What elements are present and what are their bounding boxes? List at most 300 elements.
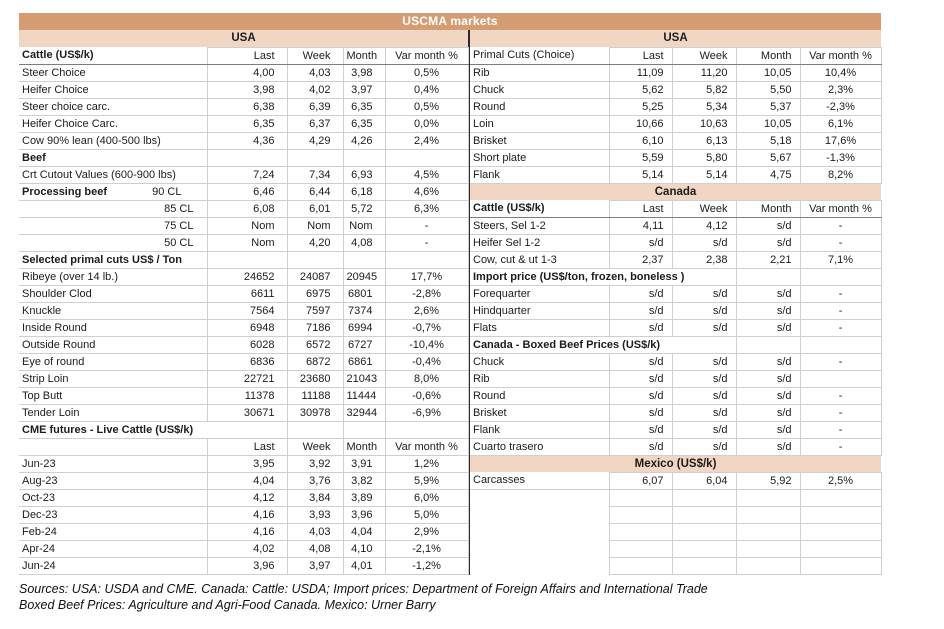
value-cell: -	[800, 285, 881, 302]
value-cell: s/d	[736, 370, 800, 387]
row-label-cell: Hindquarter	[470, 302, 609, 319]
value-cell: 6,46	[207, 183, 287, 200]
row-label-cell: Chuck	[470, 81, 609, 98]
empty-label-cell	[470, 557, 609, 574]
table-row	[470, 336, 881, 353]
value-cell: 2,21	[736, 251, 800, 268]
row-label-cell: Carcasses	[470, 472, 609, 489]
table-row	[19, 404, 468, 421]
empty-cell	[800, 489, 881, 506]
row-label-cell	[19, 183, 207, 200]
row-label-cell: Crt Cutout Values (600-900 lbs)	[19, 166, 207, 183]
row-label-cell: Feb-24	[19, 523, 207, 540]
region-band-row	[470, 455, 881, 472]
value-cell: 6948	[207, 319, 287, 336]
row-label-cell: Cow 90% lean (400-500 lbs)	[19, 132, 207, 149]
value-cell: 5,92	[736, 472, 800, 489]
value-cell: 5,82	[672, 81, 736, 98]
value-cell: 6994	[343, 319, 385, 336]
value-cell: 4,02	[287, 81, 343, 98]
value-cell: 2,38	[672, 251, 736, 268]
value-cell: 17,6%	[800, 132, 881, 149]
table-row	[470, 217, 881, 234]
table-row	[470, 64, 881, 81]
table-row	[470, 285, 881, 302]
value-cell: 3,84	[287, 489, 343, 506]
row-label-cell: Heifer Sel 1-2	[470, 234, 609, 251]
value-cell: s/d	[609, 387, 672, 404]
row-label-cell: Cow, cut & ut 1-3	[470, 251, 609, 268]
value-cell: s/d	[609, 370, 672, 387]
table-row	[19, 132, 468, 149]
value-cell: -	[800, 319, 881, 336]
empty-cell	[609, 489, 672, 506]
column-header: Week	[672, 200, 736, 217]
value-cell: 6,35	[343, 98, 385, 115]
value-cell: -	[800, 302, 881, 319]
value-cell: 2,9%	[385, 523, 468, 540]
table-row	[470, 370, 881, 387]
right-table-body	[470, 30, 881, 574]
value-cell: 4,16	[207, 523, 287, 540]
row-label-cell: Aug-23	[19, 472, 207, 489]
row-label-cell: Round	[470, 98, 609, 115]
row-label-cell: Brisket	[470, 132, 609, 149]
value-cell: 3,97	[343, 81, 385, 98]
value-cell: 5,25	[609, 98, 672, 115]
table-row	[470, 302, 881, 319]
value-cell: 6,04	[672, 472, 736, 489]
table-row	[19, 64, 468, 81]
empty-cell	[385, 421, 468, 438]
table-row	[19, 523, 468, 540]
value-cell: 2,3%	[800, 81, 881, 98]
value-cell: s/d	[736, 302, 800, 319]
column-header: Month	[343, 47, 385, 64]
empty-cell	[343, 421, 385, 438]
table-row	[470, 489, 881, 506]
value-cell: 4,08	[287, 540, 343, 557]
table-row	[19, 285, 468, 302]
value-cell: 6,10	[609, 132, 672, 149]
row-label-cell: Steer Choice	[19, 64, 207, 81]
empty-cell	[287, 149, 343, 166]
value-cell: 24652	[207, 268, 287, 285]
table-row	[470, 268, 881, 285]
row-label-cell: Outside Round	[19, 336, 207, 353]
table-row	[19, 455, 468, 472]
empty-label-cell	[470, 540, 609, 557]
left-table-body	[19, 30, 468, 574]
value-cell: 4,75	[736, 166, 800, 183]
value-cell: 4,6%	[385, 183, 468, 200]
value-cell: 6,38	[207, 98, 287, 115]
value-cell: 4,12	[672, 217, 736, 234]
value-cell: 3,82	[343, 472, 385, 489]
value-cell: 3,97	[287, 557, 343, 574]
row-label-cell: Dec-23	[19, 506, 207, 523]
row-label-cell: Short plate	[470, 149, 609, 166]
empty-cell	[800, 540, 881, 557]
table-row	[19, 115, 468, 132]
value-cell: Nom	[343, 217, 385, 234]
value-cell: 4,04	[343, 523, 385, 540]
value-cell: 6975	[287, 285, 343, 302]
value-cell: 7,24	[207, 166, 287, 183]
row-label-cell: Jun-23	[19, 455, 207, 472]
value-cell: 8,2%	[800, 166, 881, 183]
row-group-label: Primal Cuts (Choice)	[470, 47, 609, 64]
value-cell: s/d	[736, 234, 800, 251]
value-cell: s/d	[736, 387, 800, 404]
value-cell: 2,6%	[385, 302, 468, 319]
value-cell: 5,14	[609, 166, 672, 183]
value-cell: s/d	[736, 353, 800, 370]
region-header: Mexico (US$/k)	[470, 455, 881, 472]
value-cell: -2,8%	[385, 285, 468, 302]
table-row	[19, 387, 468, 404]
empty-cell	[207, 251, 287, 268]
value-cell: 3,96	[207, 557, 287, 574]
empty-cell	[385, 251, 468, 268]
value-cell: 6,35	[343, 115, 385, 132]
value-cell: 3,76	[287, 472, 343, 489]
row-label-cell: Shoulder Clod	[19, 285, 207, 302]
value-cell: 6,44	[287, 183, 343, 200]
empty-label-cell	[470, 523, 609, 540]
empty-cell	[800, 336, 881, 353]
empty-cell	[736, 506, 800, 523]
value-cell: 4,08	[343, 234, 385, 251]
value-cell: -6,9%	[385, 404, 468, 421]
column-header: Last	[207, 438, 287, 455]
value-cell: 3,93	[287, 506, 343, 523]
table-row	[19, 557, 468, 574]
value-cell: -	[800, 387, 881, 404]
value-cell: -10,4%	[385, 336, 468, 353]
empty-cell	[343, 149, 385, 166]
value-cell: 5,50	[736, 81, 800, 98]
value-cell: s/d	[609, 421, 672, 438]
value-cell: 0,4%	[385, 81, 468, 98]
row-label-cell: Inside Round	[19, 319, 207, 336]
empty-cell	[609, 540, 672, 557]
value-cell: 7564	[207, 302, 287, 319]
value-cell: 6028	[207, 336, 287, 353]
empty-cell	[736, 540, 800, 557]
value-cell: 6,0%	[385, 489, 468, 506]
table-row	[470, 506, 881, 523]
table-row	[470, 98, 881, 115]
empty-cell	[800, 523, 881, 540]
table-row	[470, 81, 881, 98]
empty-cell	[672, 540, 736, 557]
value-cell: 5,62	[609, 81, 672, 98]
empty-cell	[287, 421, 343, 438]
value-cell: -0,6%	[385, 387, 468, 404]
row-sublabel: 90 CL	[152, 185, 182, 198]
value-cell: 11444	[343, 387, 385, 404]
row-label-cell: Oct-23	[19, 489, 207, 506]
value-cell: 30671	[207, 404, 287, 421]
table-row	[470, 438, 881, 455]
section-label: CME futures - Live Cattle (US$/k)	[19, 421, 287, 438]
row-label-cell: Eye of round	[19, 353, 207, 370]
column-header: Week	[287, 438, 343, 455]
value-cell: 4,11	[609, 217, 672, 234]
value-cell: 0,5%	[385, 98, 468, 115]
row-group-label	[19, 438, 207, 455]
value-cell: s/d	[609, 302, 672, 319]
empty-cell	[736, 557, 800, 574]
value-cell: s/d	[672, 285, 736, 302]
table-row	[19, 506, 468, 523]
markets-table-right	[470, 30, 881, 575]
empty-label-cell	[470, 506, 609, 523]
table-row	[19, 217, 468, 234]
table-row	[19, 438, 468, 455]
value-cell: 5,9%	[385, 472, 468, 489]
column-header: Last	[609, 47, 672, 64]
value-cell: 5,18	[736, 132, 800, 149]
row-label-cell: Steer choice carc.	[19, 98, 207, 115]
table-row	[470, 234, 881, 251]
value-cell: 6,3%	[385, 200, 468, 217]
value-cell: 5,0%	[385, 506, 468, 523]
value-cell: -1,3%	[800, 149, 881, 166]
value-cell: 2,37	[609, 251, 672, 268]
empty-cell	[343, 251, 385, 268]
value-cell: -1,2%	[385, 557, 468, 574]
value-cell: s/d	[609, 319, 672, 336]
market-report-sheet	[19, 13, 881, 613]
value-cell: 6,37	[287, 115, 343, 132]
value-cell: 4,20	[287, 234, 343, 251]
row-label-cell: Heifer Choice	[19, 81, 207, 98]
value-cell: 0,5%	[385, 64, 468, 81]
row-label-cell: Jun-24	[19, 557, 207, 574]
value-cell: 5,37	[736, 98, 800, 115]
empty-cell	[672, 489, 736, 506]
value-cell: 3,91	[343, 455, 385, 472]
value-cell: 2,5%	[800, 472, 881, 489]
value-cell: s/d	[672, 421, 736, 438]
empty-cell	[609, 506, 672, 523]
value-cell: 4,16	[207, 506, 287, 523]
column-header: Var month %	[385, 438, 468, 455]
column-header: Var month %	[800, 47, 881, 64]
table-row	[19, 540, 468, 557]
value-cell: 4,5%	[385, 166, 468, 183]
usa-cattle-beef-table	[19, 30, 469, 575]
row-label-cell: Top Butt	[19, 387, 207, 404]
tables-container	[19, 30, 881, 575]
value-cell: 6727	[343, 336, 385, 353]
column-header: Month	[736, 47, 800, 64]
value-cell: -2,3%	[800, 98, 881, 115]
table-row	[19, 319, 468, 336]
value-cell: -	[385, 217, 468, 234]
value-cell: 4,03	[287, 523, 343, 540]
value-cell: 0,0%	[385, 115, 468, 132]
value-cell: 6,93	[343, 166, 385, 183]
value-cell: s/d	[609, 438, 672, 455]
table-row	[470, 200, 881, 217]
value-cell: -	[800, 438, 881, 455]
table-row	[19, 200, 468, 217]
value-cell: 6,13	[672, 132, 736, 149]
table-row	[470, 149, 881, 166]
column-header: Var month %	[385, 47, 468, 64]
table-row	[470, 132, 881, 149]
section-label: Selected primal cuts US$ / Ton	[19, 251, 207, 268]
value-cell: 4,29	[287, 132, 343, 149]
value-cell: 3,98	[207, 81, 287, 98]
value-cell: -0,4%	[385, 353, 468, 370]
value-cell: 4,26	[343, 132, 385, 149]
value-cell: Nom	[287, 217, 343, 234]
column-header: Last	[609, 200, 672, 217]
empty-cell	[672, 506, 736, 523]
value-cell: 4,10	[343, 540, 385, 557]
value-cell: s/d	[609, 404, 672, 421]
column-header: Last	[207, 47, 287, 64]
value-cell: s/d	[672, 319, 736, 336]
table-row	[19, 370, 468, 387]
value-cell: 7374	[343, 302, 385, 319]
sources-note	[19, 581, 881, 613]
value-cell: s/d	[736, 421, 800, 438]
column-header: Var month %	[800, 200, 881, 217]
table-row	[19, 251, 468, 268]
table-row	[470, 166, 881, 183]
value-cell: 4,36	[207, 132, 287, 149]
value-cell: s/d	[736, 319, 800, 336]
value-cell: 6,1%	[800, 115, 881, 132]
value-cell: -	[800, 353, 881, 370]
value-cell: 6,18	[343, 183, 385, 200]
region-band-row	[470, 30, 881, 47]
value-cell: 4,03	[287, 64, 343, 81]
value-cell: 6801	[343, 285, 385, 302]
value-cell: 2,4%	[385, 132, 468, 149]
value-cell: 4,04	[207, 472, 287, 489]
empty-label-cell	[470, 489, 609, 506]
value-cell: s/d	[609, 353, 672, 370]
value-cell: s/d	[736, 217, 800, 234]
value-cell: 3,89	[343, 489, 385, 506]
column-header: Week	[287, 47, 343, 64]
value-cell: 5,34	[672, 98, 736, 115]
row-group-label: Cattle (US$/k)	[470, 200, 609, 217]
table-row	[19, 489, 468, 506]
section-label: Beef	[19, 149, 207, 166]
value-cell: s/d	[609, 285, 672, 302]
row-label-cell: Rib	[470, 64, 609, 81]
table-row	[19, 353, 468, 370]
table-row	[19, 183, 468, 200]
table-row	[19, 166, 468, 183]
value-cell: 3,98	[343, 64, 385, 81]
row-label-cell: Forequarter	[470, 285, 609, 302]
value-cell: 10,05	[736, 115, 800, 132]
row-label-cell: Knuckle	[19, 302, 207, 319]
value-cell: 3,92	[287, 455, 343, 472]
value-cell: 32944	[343, 404, 385, 421]
table-row	[19, 98, 468, 115]
value-cell: -	[385, 234, 468, 251]
row-label-cell: Heifer Choice Carc.	[19, 115, 207, 132]
value-cell: 5,80	[672, 149, 736, 166]
value-cell: 6,07	[609, 472, 672, 489]
empty-cell	[385, 149, 468, 166]
empty-cell	[736, 523, 800, 540]
value-cell: -	[800, 234, 881, 251]
value-cell: 4,02	[207, 540, 287, 557]
column-header: Month	[736, 200, 800, 217]
row-label-cell: Flank	[470, 421, 609, 438]
table-row	[19, 421, 468, 438]
value-cell: 30978	[287, 404, 343, 421]
table-row	[470, 404, 881, 421]
value-cell: -	[800, 421, 881, 438]
value-cell: 10,66	[609, 115, 672, 132]
empty-cell	[609, 557, 672, 574]
table-row	[19, 81, 468, 98]
empty-cell	[800, 268, 881, 285]
value-cell: s/d	[736, 404, 800, 421]
region-band-row	[470, 183, 881, 200]
empty-cell	[800, 557, 881, 574]
value-cell: s/d	[672, 353, 736, 370]
value-cell: 21043	[343, 370, 385, 387]
value-cell: 3,96	[343, 506, 385, 523]
value-cell: 4,01	[343, 557, 385, 574]
value-cell: 5,59	[609, 149, 672, 166]
value-cell: 11,09	[609, 64, 672, 81]
value-cell: 23680	[287, 370, 343, 387]
empty-cell	[287, 251, 343, 268]
value-cell: 3,95	[207, 455, 287, 472]
row-label-cell: Rib	[470, 370, 609, 387]
row-label-cell: Apr-24	[19, 540, 207, 557]
value-cell: s/d	[672, 302, 736, 319]
row-label-cell: Strip Loin	[19, 370, 207, 387]
value-cell: 6611	[207, 285, 287, 302]
empty-cell	[736, 336, 800, 353]
row-label-cell: 50 CL	[19, 234, 207, 251]
value-cell: 8,0%	[385, 370, 468, 387]
value-cell: 11378	[207, 387, 287, 404]
value-cell: 6872	[287, 353, 343, 370]
value-cell: 6,35	[207, 115, 287, 132]
row-group-label: Cattle (US$/k)	[19, 47, 207, 64]
row-label: Processing beef	[22, 185, 107, 198]
value-cell: 6,39	[287, 98, 343, 115]
value-cell: -	[800, 217, 881, 234]
table-row	[19, 149, 468, 166]
table-row	[470, 47, 881, 64]
value-cell: 6836	[207, 353, 287, 370]
value-cell: Nom	[207, 234, 287, 251]
table-row	[19, 336, 468, 353]
region-header: USA	[19, 30, 468, 47]
report-title: USCMA markets	[19, 13, 881, 30]
table-row	[470, 387, 881, 404]
empty-cell	[609, 523, 672, 540]
row-label-cell: Flats	[470, 319, 609, 336]
empty-cell	[736, 489, 800, 506]
